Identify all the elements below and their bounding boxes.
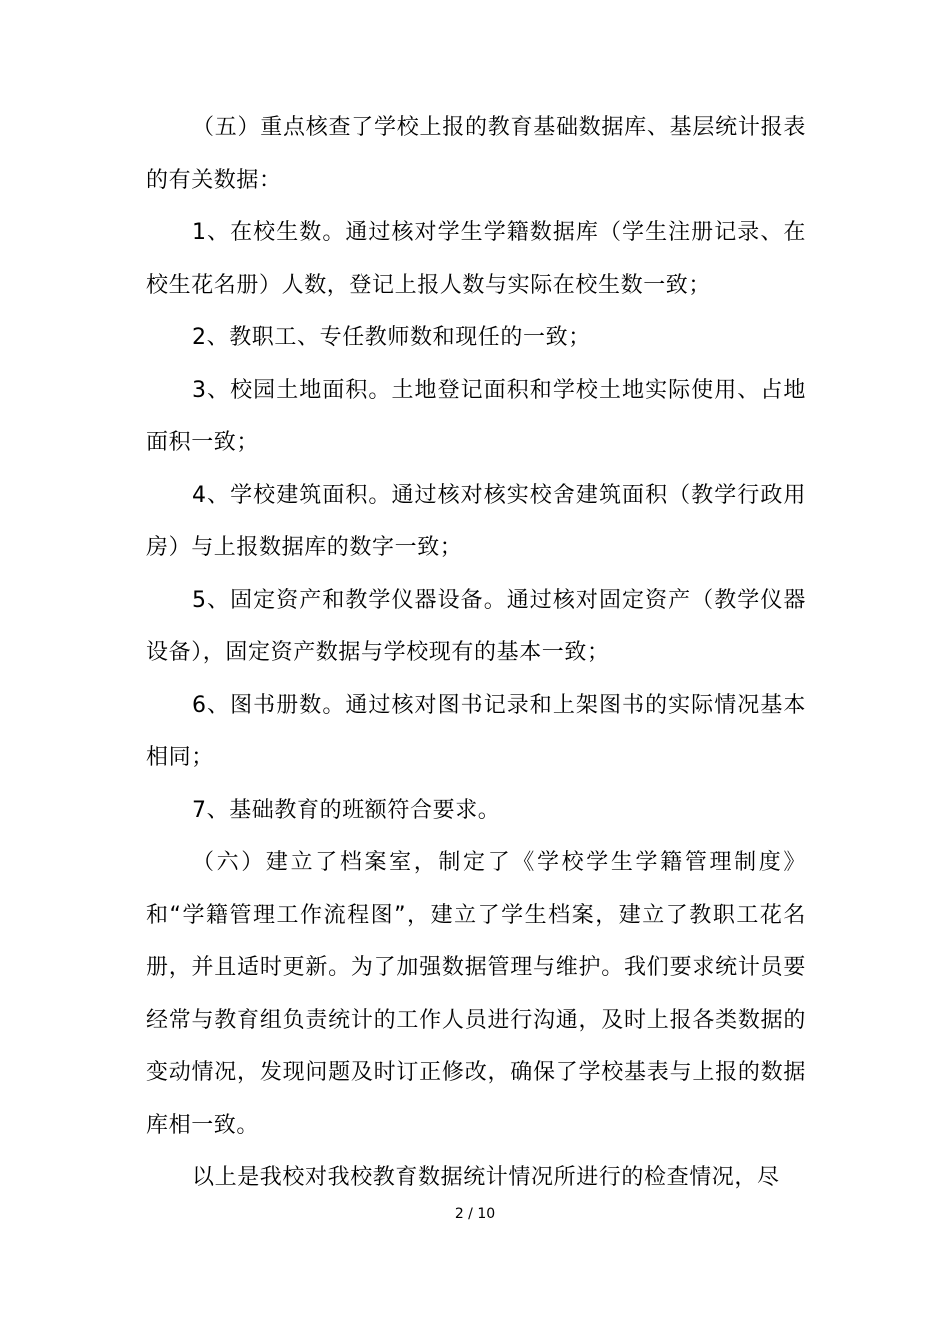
document-body — [146, 102, 806, 1205]
page-number: 2 / 10 — [454, 1206, 496, 1222]
paragraph-item-6-books: 6、图书册数。通过核对图书记录和上架图书的实际情况基本相同； — [146, 692, 806, 770]
paragraph-item-1-students: 1、在校生数。通过核对学生学籍数据库（学生注册记录、在校生花名册）人数，登记上报人数与实际在校生数一致； — [146, 220, 806, 298]
paragraph-item-4-building-area: 4、学校建筑面积。通过核对核实校舍建筑面积（教学行政用房）与上报数据库的数字一致； — [146, 482, 806, 560]
paragraph-section-6-archives: （六）建立了档案室，制定了《学校学生学籍管理制度》和“学籍管理工作流程图”，建立了学生档案，建立了教职工花名册，并且适时更新。为了加强数据管理与维护。我们要求统计员要经常与教育组负责统计的工作人员进行沟通，及时上报各类数据的变动情况，发现问题及时订正修改，确保了学校基表与上报的数据库相一致。 — [146, 850, 806, 1138]
paragraph-item-7-class-size: 7、基础教育的班额符合要求。 — [192, 797, 501, 823]
paragraph-item-2-staff: 2、教职工、专任教师数和现任的一致； — [192, 325, 591, 350]
paragraph-item-3-land-area: 3、校园土地面积。土地登记面积和学校土地实际使用、占地面积一致； — [146, 377, 806, 455]
paragraph-section-5-intro: （五）重点核查了学校上报的教育基础数据库、基层统计报表的有关数据： — [146, 115, 806, 193]
paragraph-summary: 以上是我校对我校教育数据统计情况所进行的检查情况，尽 — [192, 1165, 780, 1190]
paragraph-item-5-fixed-assets: 5、固定资产和教学仪器设备。通过核对固定资产（教学仪器设备），固定资产数据与学校现有的基本一致； — [146, 587, 806, 665]
